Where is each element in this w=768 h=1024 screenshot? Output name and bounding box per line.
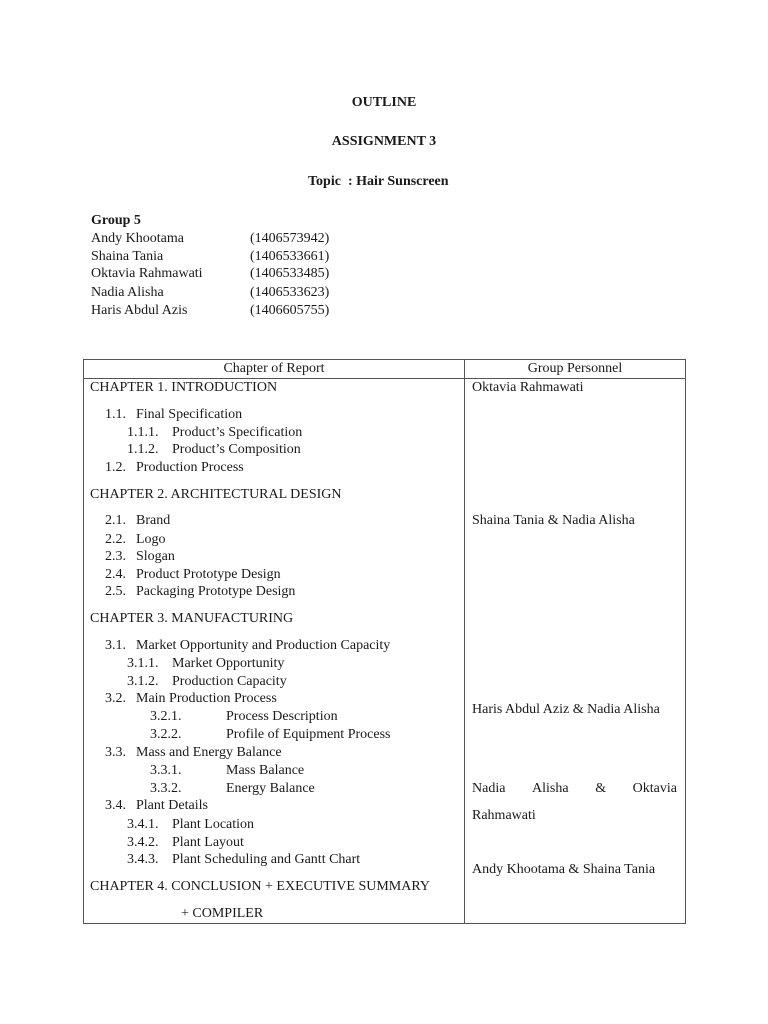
- item-number: 2.4.: [105, 567, 126, 582]
- list-item: [127, 834, 244, 852]
- item-label: Production Capacity: [172, 674, 287, 689]
- list-item: [105, 637, 390, 655]
- member-id: (1406573942): [250, 231, 330, 246]
- column-header-chapter: Chapter of Report: [84, 360, 465, 379]
- list-item: [127, 441, 301, 459]
- list-item: [127, 673, 287, 691]
- item-number: 2.5.: [105, 584, 126, 599]
- list-item: [150, 762, 304, 780]
- list-item: [105, 797, 208, 815]
- table-row: [84, 379, 686, 924]
- member-id: (1406533661): [250, 249, 330, 264]
- personnel-section-3-3-continued: Rahmawati: [472, 808, 536, 823]
- chapter-heading: CHAPTER 3. MANUFACTURING: [90, 611, 294, 626]
- item-label: Market Opportunity and Production Capacity: [136, 638, 391, 653]
- list-item: [105, 406, 242, 424]
- item-number: 3.3.1.: [150, 763, 182, 778]
- personnel-section-3-3: [472, 780, 677, 798]
- item-number: 3.4.3.: [127, 852, 159, 867]
- chapter-heading: CHAPTER 4. CONCLUSION + EXECUTIVE SUMMARY: [90, 879, 431, 894]
- column-header-personnel: Group Personnel: [465, 360, 686, 379]
- item-number: 2.2.: [105, 532, 126, 547]
- personnel-chapter-2: Shaina Tania & Nadia Alisha: [472, 513, 635, 528]
- member-name: Oktavia Rahmawati: [91, 266, 203, 281]
- item-number: 2.3.: [105, 549, 126, 564]
- item-number: 1.2.: [105, 460, 126, 475]
- personnel-chapter-1: Oktavia Rahmawati: [472, 380, 584, 395]
- item-number: 3.4.: [105, 798, 126, 813]
- personnel-cell: [465, 379, 686, 924]
- list-item: [127, 424, 302, 442]
- item-number: 1.1.: [105, 407, 126, 422]
- item-number: 3.1.1.: [127, 656, 159, 671]
- item-label: Logo: [136, 532, 166, 547]
- item-label: Product Prototype Design: [136, 567, 281, 582]
- list-item: [127, 816, 254, 834]
- item-label: Product’s Specification: [172, 425, 303, 440]
- item-number: 3.3.2.: [150, 781, 182, 796]
- item-label: Plant Details: [136, 798, 208, 813]
- personnel-word: Alisha: [532, 781, 569, 796]
- topic-separator: :: [347, 174, 353, 189]
- item-label: Process Description: [226, 709, 338, 724]
- page-title: OUTLINE: [351, 95, 417, 110]
- item-number: 3.1.: [105, 638, 126, 653]
- list-item: [150, 780, 315, 798]
- list-item: [105, 531, 166, 549]
- list-item: [105, 512, 170, 530]
- item-number: 3.4.2.: [127, 835, 159, 850]
- member-name: Nadia Alisha: [91, 285, 164, 300]
- member-id: (1406605755): [250, 303, 330, 318]
- item-label: Energy Balance: [226, 781, 315, 796]
- item-label: Product’s Composition: [172, 442, 301, 457]
- chapters-cell: [84, 379, 465, 924]
- item-label: Mass and Energy Balance: [136, 745, 282, 760]
- member-name: Shaina Tania: [91, 249, 164, 264]
- personnel-word: Nadia: [472, 781, 506, 796]
- chapter-heading-continuation: + COMPILER: [181, 906, 264, 921]
- group-name: Group 5: [91, 213, 141, 228]
- chapter-heading: CHAPTER 1. INTRODUCTION: [90, 380, 278, 395]
- item-label: Production Process: [136, 460, 244, 475]
- list-item: [105, 583, 295, 601]
- item-number: 3.1.2.: [127, 674, 159, 689]
- item-label: Slogan: [136, 549, 175, 564]
- item-label: Final Specification: [136, 407, 243, 422]
- personnel-section-3-4: Andy Khootama & Shaina Tania: [472, 862, 656, 877]
- item-number: 1.1.2.: [127, 442, 159, 457]
- outline-table: [83, 359, 686, 924]
- item-label: Plant Location: [172, 817, 255, 832]
- item-label: Plant Layout: [172, 835, 244, 850]
- topic-value: Hair Sunscreen: [356, 174, 449, 189]
- item-number: 3.2.1.: [150, 709, 182, 724]
- chapter-heading: CHAPTER 2. ARCHITECTURAL DESIGN: [90, 487, 342, 502]
- list-item: [150, 726, 390, 744]
- personnel-word: Oktavia: [632, 781, 677, 796]
- personnel-word: &: [595, 781, 607, 796]
- member-id: (1406533623): [250, 285, 330, 300]
- item-label: Plant Scheduling and Gantt Chart: [172, 852, 361, 867]
- topic-line: [308, 174, 449, 190]
- list-item: [105, 459, 244, 477]
- item-label: Market Opportunity: [172, 656, 285, 671]
- table-header-row: [84, 360, 686, 379]
- item-label: Brand: [136, 513, 171, 528]
- list-item: [105, 548, 175, 566]
- topic-label: Topic: [308, 174, 341, 189]
- list-item: [105, 566, 281, 584]
- member-name: Andy Khootama: [91, 231, 184, 246]
- item-number: 2.1.: [105, 513, 126, 528]
- list-item: [105, 744, 282, 762]
- list-item: [105, 690, 277, 708]
- list-item: [127, 655, 284, 673]
- assignment-title: ASSIGNMENT 3: [331, 134, 437, 149]
- list-item: [150, 708, 338, 726]
- member-id: (1406533485): [250, 266, 330, 281]
- item-label: Profile of Equipment Process: [226, 727, 391, 742]
- item-label: Packaging Prototype Design: [136, 584, 296, 599]
- item-number: 1.1.1.: [127, 425, 159, 440]
- item-number: 3.3.: [105, 745, 126, 760]
- personnel-section-3-2: Haris Abdul Aziz & Nadia Alisha: [472, 702, 660, 717]
- item-label: Mass Balance: [226, 763, 305, 778]
- member-name: Haris Abdul Azis: [91, 303, 188, 318]
- item-number: 3.2.: [105, 691, 126, 706]
- item-number: 3.4.1.: [127, 817, 159, 832]
- item-label: Main Production Process: [136, 691, 277, 706]
- list-item: [127, 851, 360, 869]
- item-number: 3.2.2.: [150, 727, 182, 742]
